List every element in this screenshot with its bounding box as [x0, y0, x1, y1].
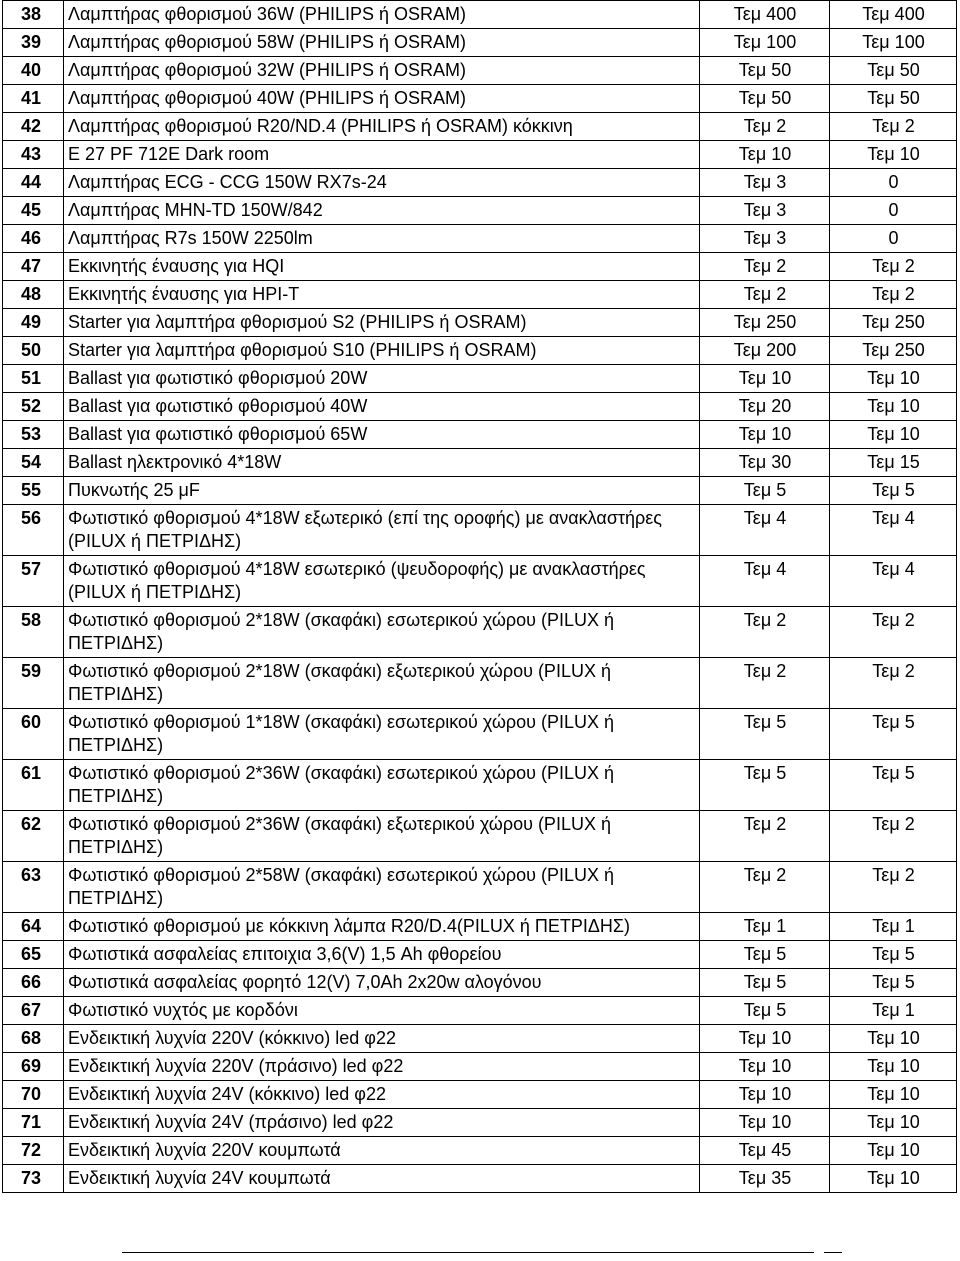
table-row: [3, 760, 957, 811]
table-row: [3, 556, 957, 607]
table-row: [3, 1081, 957, 1109]
item-quantity-2: Τεμ 2: [830, 253, 957, 281]
item-description: Ballast για φωτιστικό φθορισμού 65W: [64, 421, 700, 449]
item-number: 42: [3, 113, 64, 141]
item-description: Ενδεικτική λυχνία 220V (κόκκινο) led φ22: [64, 1025, 700, 1053]
table-row: [3, 1165, 957, 1193]
item-quantity-1: Τεμ 50: [700, 57, 830, 85]
item-quantity-1: Τεμ 5: [700, 709, 830, 760]
item-quantity-1: Τεμ 200: [700, 337, 830, 365]
footer-line-long: [122, 1252, 814, 1253]
table-row: [3, 449, 957, 477]
item-quantity-1: Τεμ 400: [700, 1, 830, 29]
table-row: [3, 29, 957, 57]
item-quantity-2: Τεμ 250: [830, 337, 957, 365]
table-row: [3, 281, 957, 309]
item-quantity-2: Τεμ 10: [830, 1165, 957, 1193]
item-description: Λαμπτήρας ECG - CCG 150W RX7s-24: [64, 169, 700, 197]
item-description: Ballast ηλεκτρονικό 4*18W: [64, 449, 700, 477]
item-quantity-2: Τεμ 2: [830, 658, 957, 709]
table-row: [3, 505, 957, 556]
item-quantity-1: Τεμ 2: [700, 658, 830, 709]
item-quantity-2: Τεμ 50: [830, 57, 957, 85]
item-quantity-2: Τεμ 5: [830, 760, 957, 811]
item-quantity-1: Τεμ 5: [700, 477, 830, 505]
item-quantity-2: Τεμ 250: [830, 309, 957, 337]
item-quantity-2: Τεμ 10: [830, 1025, 957, 1053]
table-row: [3, 941, 957, 969]
table-row: [3, 365, 957, 393]
item-number: 56: [3, 505, 64, 556]
item-number: 61: [3, 760, 64, 811]
item-quantity-2: Τεμ 1: [830, 997, 957, 1025]
table-row: [3, 607, 957, 658]
item-quantity-1: Τεμ 4: [700, 505, 830, 556]
item-quantity-2: Τεμ 4: [830, 505, 957, 556]
item-quantity-2: Τεμ 10: [830, 421, 957, 449]
item-quantity-1: Τεμ 45: [700, 1137, 830, 1165]
item-number: 69: [3, 1053, 64, 1081]
item-quantity-1: Τεμ 2: [700, 811, 830, 862]
item-number: 40: [3, 57, 64, 85]
item-number: 44: [3, 169, 64, 197]
item-description: Φωτιστικά ασφαλείας φορητό 12(V) 7,0Ah 2x20w αλογόνου: [64, 969, 700, 997]
item-quantity-1: Τεμ 5: [700, 997, 830, 1025]
item-number: 57: [3, 556, 64, 607]
item-description: Λαμπτήρας φθορισμού 58W (PHILIPS ή OSRAM): [64, 29, 700, 57]
table-row: [3, 337, 957, 365]
table-row: [3, 1109, 957, 1137]
item-number: 66: [3, 969, 64, 997]
item-quantity-2: Τεμ 10: [830, 1053, 957, 1081]
table-row: [3, 658, 957, 709]
item-number: 63: [3, 862, 64, 913]
item-number: 68: [3, 1025, 64, 1053]
item-quantity-1: Τεμ 30: [700, 449, 830, 477]
item-number: 55: [3, 477, 64, 505]
table-row: [3, 997, 957, 1025]
item-description: Λαμπτήρας φθορισμού 32W (PHILIPS ή OSRAM): [64, 57, 700, 85]
table-row: [3, 393, 957, 421]
item-description: Φωτιστικό φθορισμού 2*36W (σκαφάκι) εσωτερικού χώρου (PILUX ή ΠΕΤΡΙΔΗΣ): [64, 760, 700, 811]
item-quantity-1: Τεμ 35: [700, 1165, 830, 1193]
table-row: [3, 1053, 957, 1081]
item-quantity-1: Τεμ 10: [700, 141, 830, 169]
item-quantity-1: Τεμ 3: [700, 197, 830, 225]
item-quantity-1: Τεμ 2: [700, 281, 830, 309]
item-quantity-2: 0: [830, 197, 957, 225]
item-quantity-2: Τεμ 50: [830, 85, 957, 113]
item-description: Ballast για φωτιστικό φθορισμού 40W: [64, 393, 700, 421]
item-quantity-2: Τεμ 10: [830, 1081, 957, 1109]
item-description: Ενδεικτική λυχνία 220V (πράσινο) led φ22: [64, 1053, 700, 1081]
item-number: 62: [3, 811, 64, 862]
item-number: 73: [3, 1165, 64, 1193]
item-quantity-2: Τεμ 4: [830, 556, 957, 607]
table-row: [3, 421, 957, 449]
item-quantity-2: 0: [830, 169, 957, 197]
item-number: 59: [3, 658, 64, 709]
item-description: Φωτιστικό νυχτός με κορδόνι: [64, 997, 700, 1025]
table-row: [3, 113, 957, 141]
item-quantity-2: Τεμ 5: [830, 941, 957, 969]
table-row: [3, 85, 957, 113]
item-quantity-2: Τεμ 10: [830, 393, 957, 421]
item-description: Πυκνωτής 25 μF: [64, 477, 700, 505]
item-quantity-1: Τεμ 1: [700, 913, 830, 941]
item-number: 49: [3, 309, 64, 337]
item-quantity-2: Τεμ 5: [830, 477, 957, 505]
item-description: Λαμπτήρας φθορισμού R20/ND.4 (PHILIPS ή OSRAM) κόκκινη: [64, 113, 700, 141]
item-description: Εκκινητής έναυσης για HQI: [64, 253, 700, 281]
table-row: [3, 1137, 957, 1165]
table-row: [3, 169, 957, 197]
item-description: Λαμπτήρας R7s 150W 2250lm: [64, 225, 700, 253]
item-description: E 27 PF 712E Dark room: [64, 141, 700, 169]
item-description: Φωτιστικό φθορισμού 2*58W (σκαφάκι) εσωτερικού χώρου (PILUX ή ΠΕΤΡΙΔΗΣ): [64, 862, 700, 913]
item-quantity-2: Τεμ 10: [830, 1137, 957, 1165]
item-quantity-2: Τεμ 2: [830, 113, 957, 141]
item-quantity-2: Τεμ 2: [830, 811, 957, 862]
items-table: [2, 0, 957, 1193]
item-number: 39: [3, 29, 64, 57]
item-description: Ενδεικτική λυχνία 24V κουμπωτά: [64, 1165, 700, 1193]
table-row: [3, 309, 957, 337]
item-description: Εκκινητής έναυσης για HPI-T: [64, 281, 700, 309]
item-number: 51: [3, 365, 64, 393]
item-quantity-1: Τεμ 10: [700, 1025, 830, 1053]
item-description: Φωτιστικό φθορισμού 2*18W (σκαφάκι) εξωτερικού χώρου (PILUX ή ΠΕΤΡΙΔΗΣ): [64, 658, 700, 709]
item-quantity-1: Τεμ 2: [700, 253, 830, 281]
item-quantity-2: Τεμ 2: [830, 607, 957, 658]
item-description: Ενδεικτική λυχνία 220V κουμπωτά: [64, 1137, 700, 1165]
table-row: [3, 913, 957, 941]
footer-line-short: [824, 1252, 842, 1253]
items-table-body: [3, 1, 957, 1193]
item-quantity-1: Τεμ 2: [700, 862, 830, 913]
item-description: Λαμπτήρας φθορισμού 36W (PHILIPS ή OSRAM): [64, 1, 700, 29]
item-quantity-1: Τεμ 20: [700, 393, 830, 421]
item-number: 52: [3, 393, 64, 421]
table-row: [3, 969, 957, 997]
item-quantity-1: Τεμ 10: [700, 1053, 830, 1081]
item-quantity-2: Τεμ 2: [830, 281, 957, 309]
item-quantity-1: Τεμ 4: [700, 556, 830, 607]
item-quantity-1: Τεμ 2: [700, 113, 830, 141]
item-description: Starter για λαμπτήρα φθορισμού S2 (PHILIPS ή OSRAM): [64, 309, 700, 337]
item-quantity-1: Τεμ 3: [700, 169, 830, 197]
item-number: 71: [3, 1109, 64, 1137]
table-row: [3, 862, 957, 913]
table-row: [3, 811, 957, 862]
item-description: Ballast για φωτιστικό φθορισμού 20W: [64, 365, 700, 393]
item-quantity-2: Τεμ 1: [830, 913, 957, 941]
item-number: 60: [3, 709, 64, 760]
item-quantity-2: Τεμ 400: [830, 1, 957, 29]
item-number: 47: [3, 253, 64, 281]
item-quantity-2: Τεμ 5: [830, 709, 957, 760]
item-description: Φωτιστικό φθορισμού 4*18W εσωτερικό (ψευδοροφής) με ανακλαστήρες (PILUX ή ΠΕΤΡΙΔΗΣ): [64, 556, 700, 607]
item-quantity-1: Τεμ 5: [700, 969, 830, 997]
item-description: Ενδεικτική λυχνία 24V (κόκκινο) led φ22: [64, 1081, 700, 1109]
item-quantity-2: Τεμ 10: [830, 141, 957, 169]
item-quantity-2: Τεμ 15: [830, 449, 957, 477]
item-quantity-2: Τεμ 100: [830, 29, 957, 57]
item-quantity-1: Τεμ 50: [700, 85, 830, 113]
item-number: 45: [3, 197, 64, 225]
item-number: 54: [3, 449, 64, 477]
item-description: Φωτιστικό φθορισμού 2*18W (σκαφάκι) εσωτερικού χώρου (PILUX ή ΠΕΤΡΙΔΗΣ): [64, 607, 700, 658]
item-number: 53: [3, 421, 64, 449]
table-row: [3, 1025, 957, 1053]
item-quantity-1: Τεμ 10: [700, 421, 830, 449]
item-number: 72: [3, 1137, 64, 1165]
table-row: [3, 1, 957, 29]
item-description: Starter για λαμπτήρα φθορισμού S10 (PHILIPS ή OSRAM): [64, 337, 700, 365]
item-number: 67: [3, 997, 64, 1025]
table-row: [3, 709, 957, 760]
item-quantity-1: Τεμ 10: [700, 1081, 830, 1109]
item-quantity-1: Τεμ 100: [700, 29, 830, 57]
item-number: 58: [3, 607, 64, 658]
table-row: [3, 253, 957, 281]
item-quantity-2: Τεμ 10: [830, 1109, 957, 1137]
item-number: 48: [3, 281, 64, 309]
item-number: 38: [3, 1, 64, 29]
item-quantity-2: 0: [830, 225, 957, 253]
item-description: Φωτιστικό φθορισμού 2*36W (σκαφάκι) εξωτερικού χώρου (PILUX ή ΠΕΤΡΙΔΗΣ): [64, 811, 700, 862]
item-number: 46: [3, 225, 64, 253]
item-quantity-2: Τεμ 5: [830, 969, 957, 997]
table-row: [3, 197, 957, 225]
table-row: [3, 57, 957, 85]
item-description: Λαμπτήρας φθορισμού 40W (PHILIPS ή OSRAM): [64, 85, 700, 113]
item-description: Λαμπτήρας MHN-TD 150W/842: [64, 197, 700, 225]
item-quantity-1: Τεμ 250: [700, 309, 830, 337]
item-number: 50: [3, 337, 64, 365]
table-row: [3, 141, 957, 169]
item-quantity-1: Τεμ 5: [700, 941, 830, 969]
item-quantity-1: Τεμ 3: [700, 225, 830, 253]
item-quantity-1: Τεμ 10: [700, 365, 830, 393]
item-description: Ενδεικτική λυχνία 24V (πράσινο) led φ22: [64, 1109, 700, 1137]
item-description: Φωτιστικό φθορισμού 1*18W (σκαφάκι) εσωτερικού χώρου (PILUX ή ΠΕΤΡΙΔΗΣ): [64, 709, 700, 760]
item-description: Φωτιστικό φθορισμού 4*18W εξωτερικό (επί της οροφής) με ανακλαστήρες (PILUX ή ΠΕΤΡΙΔΗΣ): [64, 505, 700, 556]
table-row: [3, 477, 957, 505]
item-number: 43: [3, 141, 64, 169]
item-quantity-1: Τεμ 10: [700, 1109, 830, 1137]
item-quantity-2: Τεμ 10: [830, 365, 957, 393]
item-description: Φωτιστικό φθορισμού με κόκκινη λάμπα R20/D.4(PILUX ή ΠΕΤΡΙΔΗΣ): [64, 913, 700, 941]
item-description: Φωτιστικά ασφαλείας επιτοιχια 3,6(V) 1,5 Ah φθορείου: [64, 941, 700, 969]
item-quantity-1: Τεμ 5: [700, 760, 830, 811]
item-quantity-2: Τεμ 2: [830, 862, 957, 913]
item-number: 65: [3, 941, 64, 969]
item-number: 70: [3, 1081, 64, 1109]
item-number: 41: [3, 85, 64, 113]
table-row: [3, 225, 957, 253]
item-number: 64: [3, 913, 64, 941]
item-quantity-1: Τεμ 2: [700, 607, 830, 658]
